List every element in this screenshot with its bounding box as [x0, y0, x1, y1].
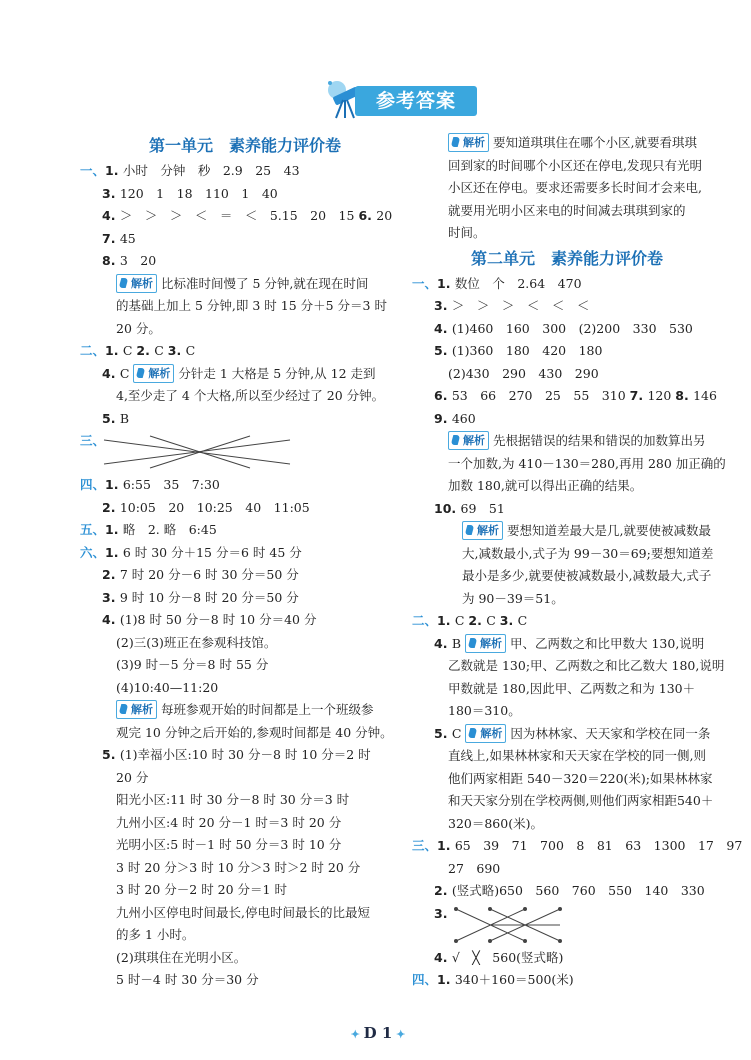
explanation-line: 一个加数,为 410－130＝280,再用 280 加正确的 — [448, 455, 726, 471]
explanation-line: 小区还在停电。要求还需要多长时间才会来电, — [448, 180, 702, 195]
answer-line: (3)9 时－5 分＝8 时 55 分 — [116, 657, 269, 672]
explanation-line: 320＝860(米)。 — [448, 815, 543, 831]
answer-line: 4. B 解析 甲、乙两数之和比甲数大 130,说明 — [434, 635, 705, 651]
explanation-line: 甲数就是 180,因此甲、乙两数之和为 130＋ — [448, 680, 696, 696]
explanation-line: 他们两家相距 540－320＝220(米);如果林林家 — [448, 770, 713, 786]
answer-line: 二、1. C 2. C 3. C — [412, 613, 528, 628]
answer-line: (4)10:40—11:20 — [116, 679, 219, 695]
answer-line: 6. 53 66 270 25 55 310 7. 120 8. 146 — [434, 388, 717, 403]
analysis-tag: 解析 — [448, 133, 489, 152]
answer-line: 三、1. 65 39 71 700 8 81 63 1300 17 97 — [412, 838, 743, 853]
answer-line: 4. (1)460 160 300 (2)200 330 530 — [434, 320, 693, 336]
explanation-line: 解析 要想知道差最大是几,就要使被减数最 — [412, 520, 722, 543]
answer-line: 的多 1 小时。 — [116, 927, 195, 942]
unit-1-title: 第一单元 素养能力评价卷 — [148, 136, 341, 155]
answer-line: 5. (1)幸福小区:10 时 30 分－8 时 10 分＝2 时 — [102, 747, 371, 762]
explanation-line: 时间。 — [448, 225, 486, 240]
answer-line: 4. C 解析 分针走 1 大格是 5 分钟,从 12 走到 — [102, 365, 376, 381]
analysis-tag: 解析 — [133, 364, 174, 383]
explanation-line: 乙数就是 130;甲、乙两数之和比乙数大 180,说明 — [448, 658, 725, 673]
answer-line: 27 690 — [448, 860, 501, 876]
answer-line: (2)琪琪住在光明小区。 — [116, 949, 247, 965]
left-column — [80, 132, 410, 992]
matching-lines — [100, 430, 300, 474]
explanation-line: 180＝310。 — [448, 703, 521, 718]
answer-line: 3. 120 1 18 110 1 40 — [102, 185, 278, 201]
answers-header — [325, 78, 480, 120]
answer-line: 九州小区:4 时 20 分－1 时＝3 时 20 分 — [116, 814, 342, 830]
answer-line: 3 时 20 分＞3 时 10 分＞3 时＞2 时 20 分 — [116, 859, 361, 875]
explanation-line: 解析 先根据错误的结果和错误的加数算出另 — [412, 430, 722, 453]
answer-line: 2. 7 时 20 分－6 时 30 分＝50 分 — [102, 567, 299, 582]
analysis-tag: 解析 — [465, 634, 506, 653]
answer-line: (2)三(3)班正在参观科技馆。 — [116, 634, 277, 650]
explanation-line: 解析 比标准时间慢了 5 分钟,就在现在时间 — [80, 273, 410, 296]
answer-line: 7. 45 — [102, 230, 136, 246]
explanation-line: 观完 10 分钟之后开始的,参观时间都是 40 分钟。 — [116, 724, 393, 740]
answer-line: 8. 3 20 — [102, 253, 157, 268]
analysis-tag: 解析 — [465, 724, 506, 743]
explanation-line: 解析 要知道琪琪住在哪个小区,就要看琪琪 — [412, 132, 722, 155]
right-column — [412, 132, 743, 992]
answer-line: 四、1. 340＋160＝500(米) — [412, 972, 574, 987]
sparkle-icon: ✦ — [392, 1028, 406, 1041]
answer-line: 10. 69 51 — [434, 500, 505, 516]
explanation-line: 的基础上加上 5 分钟,即 3 时 15 分＋5 分＝3 时 — [116, 298, 387, 313]
explanation-line: 最小是多少,就要使被减数最小,减数最大,式子 — [462, 568, 712, 583]
explanation-line: 回到家的时间哪个小区还在停电,发现只有光明 — [448, 157, 702, 173]
answer-line: 九州小区停电时间最长,停电时间最长的比最短 — [116, 904, 370, 920]
explanation-line: 4,至少走了 4 个大格,所以至少经过了 20 分钟。 — [116, 388, 385, 403]
answer-line: 9. 460 — [434, 410, 476, 426]
page-number: ✦ D 1 ✦ — [350, 1024, 406, 1042]
page-title: 参考答案 — [355, 86, 477, 116]
answer-line: 4. (1)8 时 50 分－8 时 10 分＝40 分 — [102, 612, 317, 627]
explanation-line: 解析 每班参观开始的时间都是上一个班级参 — [80, 699, 410, 722]
answer-line: 4. ＞ ＞ ＞ ＜ ＝ ＜ 5.15 20 15 6. 20 — [102, 208, 393, 223]
answer-line: 4. √ ╳ 560(竖式略) — [434, 949, 564, 965]
explanation-line: 加数 180,就可以得出正确的结果。 — [448, 478, 643, 493]
answer-line: 六、1. 6 时 30 分＋15 分＝6 时 45 分 — [80, 544, 302, 560]
answer-line: 四、1. 6:55 35 7:30 — [80, 477, 220, 492]
unit-2-title: 第二单元 素养能力评价卷 — [470, 248, 663, 268]
answer-line: 5. C 解析 因为林林家、天天家和学校在同一条 — [434, 725, 711, 741]
explanation-line: 大,减数最小,式子为 99－30＝69;要想知道差 — [462, 545, 714, 561]
answer-line: 2. (竖式略)650 560 760 550 140 330 — [434, 883, 705, 898]
answer-line: 一、1. 小时 分钟 秒 2.9 25 43 — [80, 163, 300, 178]
analysis-tag: 解析 — [462, 521, 503, 540]
answer-line: (2)430 290 430 290 — [448, 365, 599, 381]
explanation-line: 为 90－39＝51。 — [462, 590, 564, 606]
answer-line: 五、1. 略 2. 略 6:45 — [80, 522, 217, 537]
answer-line: 阳光小区:11 时 30 分－8 时 30 分＝3 时 — [116, 792, 350, 807]
explanation-line: 和天天家分别在学校两侧,则他们两家相距540＋ — [448, 793, 714, 808]
sparkle-icon: ✦ — [350, 1028, 364, 1041]
explanation-line: 20 分。 — [116, 320, 161, 336]
matching-diagram: 3. — [412, 903, 722, 947]
analysis-tag: 解析 — [448, 431, 489, 450]
answer-line: 5. B — [102, 410, 129, 426]
matching-lines — [450, 903, 590, 947]
answer-line: 5 时－4 时 30 分＝30 分 — [116, 972, 259, 987]
answer-line: 3 时 20 分－2 时 20 分＝1 时 — [116, 882, 287, 897]
answer-line: 光明小区:5 时－1 时 50 分＝3 时 10 分 — [116, 837, 342, 852]
explanation-line: 直线上,如果林林家和天天家在学校的同一侧,则 — [448, 748, 706, 763]
answer-line: 5. (1)360 180 420 180 — [434, 343, 603, 358]
explanation-line: 就要用光明小区来电的时间减去琪琪到家的 — [448, 202, 686, 218]
analysis-tag: 解析 — [116, 700, 157, 719]
analysis-tag: 解析 — [116, 274, 157, 293]
answer-line: 3. ＞ ＞ ＞ ＜ ＜ ＜ — [434, 298, 590, 313]
answer-line: 2. 10:05 20 10:25 40 11:05 — [102, 499, 310, 515]
answer-line: 二、1. C 2. C 3. C — [80, 343, 196, 358]
matching-diagram: 三、 — [80, 430, 410, 474]
answer-line: 一、1. 数位 个 2.64 470 — [412, 275, 582, 291]
answer-line: 20 分 — [116, 769, 149, 785]
answer-line: 3. 9 时 10 分－8 时 20 分＝50 分 — [102, 589, 299, 605]
